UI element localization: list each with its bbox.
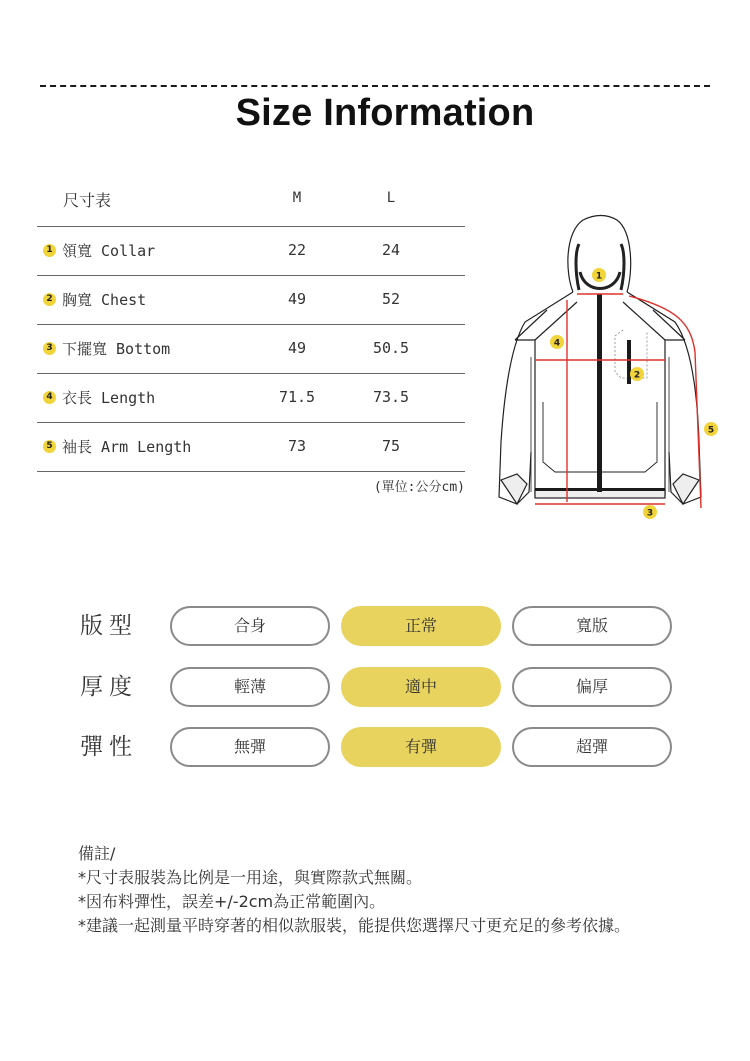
notes-section bbox=[78, 842, 630, 938]
unit-note: (單位:公分cm) bbox=[373, 480, 465, 495]
option-pill: 合身 bbox=[170, 606, 330, 646]
fit-row-style bbox=[78, 605, 698, 649]
value-m: 22 bbox=[287, 241, 307, 259]
measure-name: 胸寬 Chest bbox=[62, 291, 147, 309]
value-l: 73.5 bbox=[372, 388, 410, 406]
option-pill: 偏厚 bbox=[512, 667, 672, 707]
note-line: *建議一起測量平時穿著的相似款服裝，能提供您選擇尺寸更充足的參考依據。 bbox=[78, 916, 631, 935]
measure-name: 領寬 Collar bbox=[62, 242, 156, 260]
table-row bbox=[37, 227, 465, 276]
value-l: 24 bbox=[381, 241, 401, 259]
svg-text:4: 4 bbox=[553, 338, 561, 349]
fit-label: 版型 bbox=[80, 613, 138, 639]
table-row bbox=[37, 374, 465, 423]
option-pill: 超彈 bbox=[512, 727, 672, 767]
fit-row-thickness bbox=[78, 666, 698, 710]
size-l-header: L bbox=[386, 190, 396, 206]
note-line: *尺寸表服裝為比例是一用途，與實際款式無關。 bbox=[78, 868, 423, 887]
page-title: Size Information bbox=[235, 92, 535, 134]
fit-label: 彈性 bbox=[80, 734, 138, 760]
option-pill-selected: 適中 bbox=[341, 667, 501, 707]
number-badge: 3 bbox=[43, 342, 56, 355]
svg-text:1: 1 bbox=[595, 271, 603, 282]
value-l: 50.5 bbox=[372, 339, 410, 357]
value-m: 49 bbox=[287, 339, 307, 357]
note-line: *因布料彈性，誤差+/-2cm為正常範圍內。 bbox=[78, 892, 386, 911]
number-badge: 4 bbox=[43, 391, 56, 404]
option-pill-selected: 正常 bbox=[341, 606, 501, 646]
svg-text:3: 3 bbox=[646, 508, 654, 519]
table-row bbox=[37, 276, 465, 325]
value-m: 49 bbox=[287, 290, 307, 308]
table-row bbox=[37, 325, 465, 374]
option-pill: 輕薄 bbox=[170, 667, 330, 707]
value-m: 73 bbox=[287, 437, 307, 455]
fit-row-stretch bbox=[78, 726, 698, 770]
svg-text:2: 2 bbox=[633, 370, 641, 381]
number-badge: 1 bbox=[43, 244, 56, 257]
measure-name: 袖長 Arm Length bbox=[62, 438, 192, 456]
number-badge: 2 bbox=[43, 293, 56, 306]
value-l: 52 bbox=[381, 290, 401, 308]
value-l: 75 bbox=[381, 437, 401, 455]
option-pill-selected: 有彈 bbox=[341, 727, 501, 767]
jacket-diagram bbox=[495, 212, 725, 522]
notes-heading: 備註/ bbox=[78, 844, 116, 863]
jacket-illustration-icon bbox=[495, 212, 725, 522]
table-header bbox=[37, 180, 465, 227]
measure-name: 下擺寬 Bottom bbox=[62, 340, 171, 358]
value-m: 71.5 bbox=[278, 388, 316, 406]
svg-text:5: 5 bbox=[707, 425, 715, 436]
option-pill: 無彈 bbox=[170, 727, 330, 767]
number-badge: 5 bbox=[43, 440, 56, 453]
fit-label: 厚度 bbox=[80, 674, 138, 700]
table-row bbox=[37, 423, 465, 472]
measure-name: 衣長 Length bbox=[62, 389, 156, 407]
size-table bbox=[37, 180, 465, 495]
size-m-header: M bbox=[292, 190, 302, 206]
dashed-divider bbox=[40, 85, 710, 87]
table-title: 尺寸表 bbox=[63, 191, 112, 210]
option-pill: 寬版 bbox=[512, 606, 672, 646]
